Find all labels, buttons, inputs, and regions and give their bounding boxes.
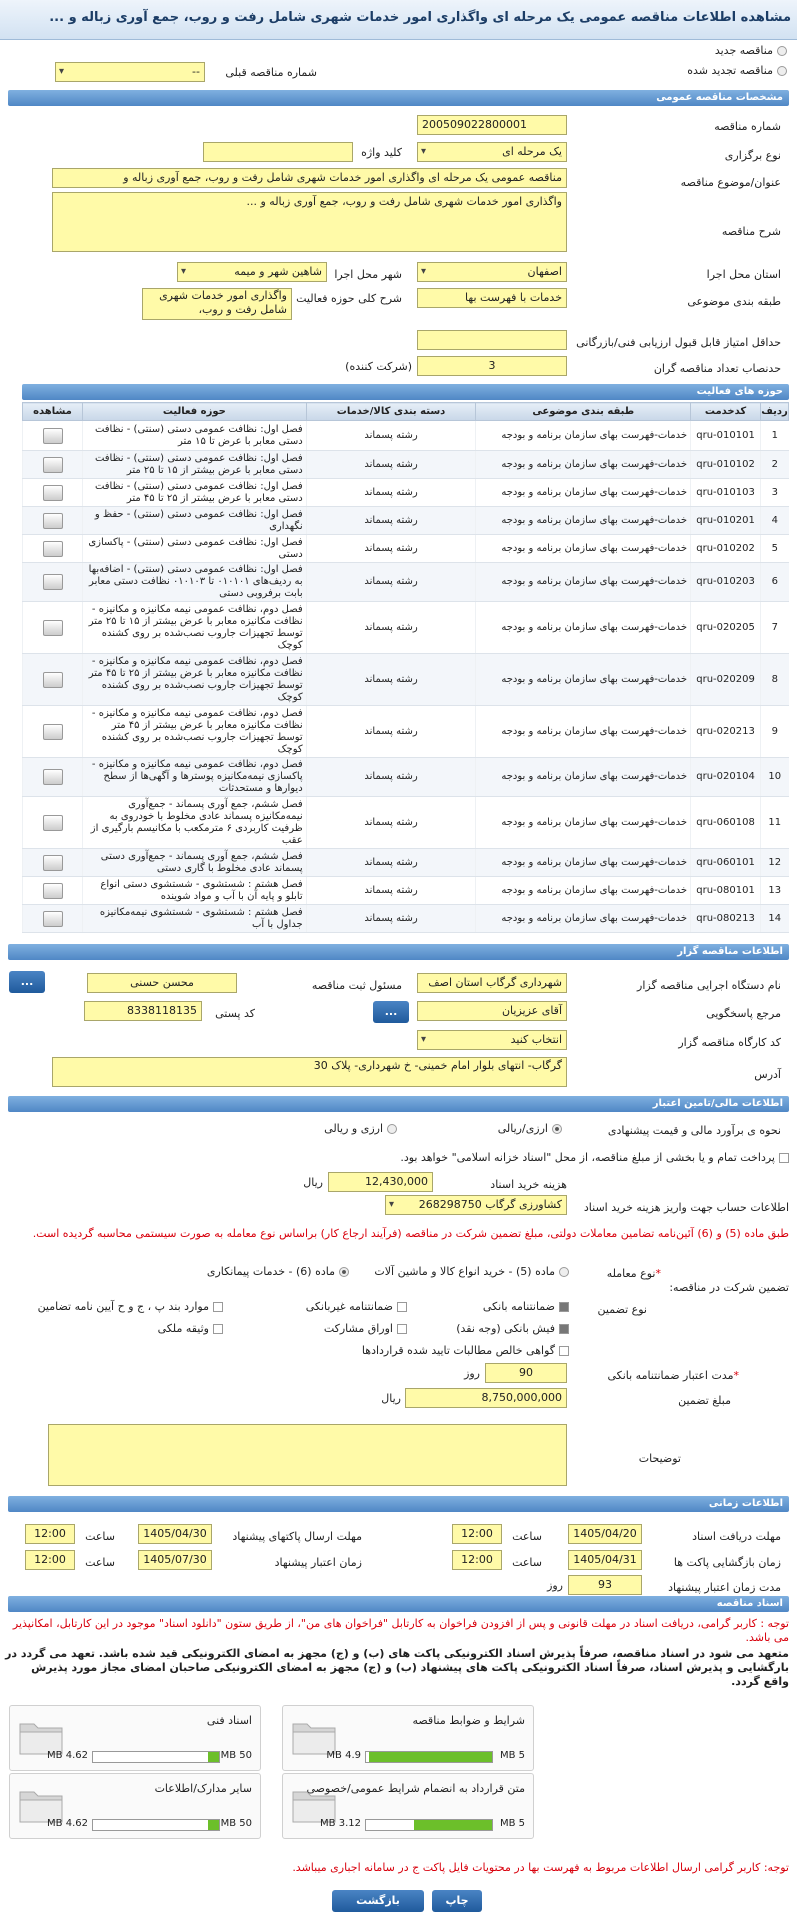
open-time-label: ساعت [512,1556,542,1569]
receive-time-label: ساعت [512,1530,542,1543]
send-time-field: 12:00 [25,1524,75,1544]
row-group: رشته پسماند [306,602,476,654]
ref-label: مرجع پاسخگویی [706,1007,781,1020]
fx-label: ارزی و ریالی [324,1122,383,1135]
row-code: qru-020209 [691,654,761,706]
document-card[interactable] [9,1773,261,1839]
receive-label: مهلت دریافت اسناد [692,1530,781,1543]
treasury-text: پرداخت تمام و یا بخشی از مبلغ مناقصه، از محل "اسناد خزانه اسلامی" خواهد بود. [400,1151,775,1164]
commitment-note: متعهد می شود در اسناد مناقصه، صرفاً پذیرش اسناد الکترونیکی پاکت های (ب) و (ج) مجهز به امضای الکترونیکی قید شده باشد. تعهد می گردد در بارگشایی و پذیرش اسناد، صرفاً اسناد الکترونیکی پاکت های پیشنهاد (ب) و (ج) مجهز به امضای الکترونیکی صاحبان امضای مجاز مورد پذیرش واقع گردد. [5,1647,789,1688]
prev-tender-label: شماره مناقصه قبلی [225,66,317,79]
keyword-label: کلید واژه [361,146,402,159]
workshop-label: کد کارگاه مناقصه گزار [678,1036,781,1049]
row-field: فصل اول: نظافت عمومی دستی (سنتی) - نظافت دستی معابر با عرض تا ۱۵ متر [83,421,307,451]
back-button[interactable]: بازگشت [332,1890,424,1912]
document-title: متن قرارداد به انضمام شرایط عمومی/خصوصی [306,1782,525,1795]
radio-rial[interactable] [498,1122,562,1135]
table-row [23,451,789,479]
row-number: 13 [761,877,789,905]
valid-time-field: 12:00 [25,1550,75,1570]
law-note: طبق ماده (5) و (6) آئین‌نامه تضامین معاملات دولتی، مبلغ تضمین شرکت در مناقصه (فرآیند ارجاع کار) براساس نوع معامله به صورت سیستمی محاسبه گردیده است. [32,1227,789,1240]
row-number: 3 [761,479,789,507]
row-field: فصل دوم، نظافت عمومی نیمه مکانیزه و مکانیزه - نظافت مکانیزه معابر با عرض بیشتر از ۴۵ متر توسط تجهیزات جاروب نصب‌شده بر روی کشنده کوچک [83,706,307,758]
document-usage-bar [365,1819,493,1831]
row-number: 7 [761,602,789,654]
row-view [23,507,83,535]
document-capacity: 50 MB [220,1750,252,1761]
row-number: 9 [761,706,789,758]
address-field: گرگاب- انتهای بلوار امام خمینی- خ شهرداری- پلاک 30 [52,1057,567,1087]
row-field: فصل دوم، نظافت عمومی نیمه مکانیزه و مکانیزه - نظافت مکانیزه معابر با عرض بیشتر از ۱۵ تا ۲۵ متر توسط تجهیزات جاروب نصب‌شده بر روی کشنده کوچک [83,602,307,654]
send-date-field: 1405/04/30 [138,1524,212,1544]
amount-unit: ریال [381,1392,401,1405]
radio-art6[interactable] [207,1265,349,1278]
row-number: 10 [761,758,789,797]
activity-desc-field: واگذاری امور خدمات شهری شامل رفت و روب، [142,288,292,320]
receive-time-field: 12:00 [452,1524,502,1544]
document-usage-bar [365,1751,493,1763]
section-organizer: اطلاعات مناقصه گزار [8,944,789,960]
table-row [23,849,789,877]
radio-fx[interactable] [324,1122,397,1135]
nonbank-label: ضمانتنامه غیربانکی [305,1300,393,1313]
doc-cost-unit: ریال [303,1176,323,1189]
table-row [23,905,789,933]
check-items[interactable] [38,1300,223,1313]
art5-label: ماده (5) - خرید انواع کالا و ماشین آلات [374,1265,555,1278]
section-general: مشخصات مناقصه عمومی [8,90,789,106]
table-row [23,654,789,706]
row-field: فصل اول: نظافت عمومی دستی (سنتی) - نظافت دستی معابر با عرض بیشتر از ۱۵ تا ۲۵ متر [83,451,307,479]
category-field: خدمات با فهرست بها [417,288,567,308]
col-code: کدخدمت [691,403,761,421]
bank-label: ضمانتنامه بانکی [482,1300,555,1313]
max-days-field: 93 [568,1575,642,1595]
row-code: qru-010203 [691,563,761,602]
document-capacity: 5 MB [499,1750,525,1761]
row-view [23,905,83,933]
valid-time-label: ساعت [85,1556,115,1569]
section-documents: اسناد مناقصه [8,1596,789,1612]
check-claims[interactable] [362,1344,569,1357]
row-number: 4 [761,507,789,535]
row-number: 5 [761,535,789,563]
documents-note: توجه : کاربر گرامی، دریافت اسناد در مهلت قانونی و پس از افزودن فراخوان به کارتابل "فراخوان های من"، از طریق ستون "دانلود اسناد" موجود در این کارتابل، امکانپذیر می باشد. [12,1617,789,1644]
tender-type-label: نوع برگزاری [724,149,781,162]
row-category: خدمات-فهرست بهای سازمان برنامه و بودجه [476,563,691,602]
table-row [23,535,789,563]
postal-label: کد پستی [215,1007,255,1020]
document-title: شرایط و ضوابط مناقصه [412,1714,525,1727]
bidders-unit: (شرکت کننده) [345,360,412,373]
row-view [23,602,83,654]
row-category: خدمات-فهرست بهای سازمان برنامه و بودجه [476,849,691,877]
table-row [23,563,789,602]
account-label: اطلاعات حساب جهت واریز هزینه خرید اسناد [583,1201,789,1214]
row-number: 8 [761,654,789,706]
view-icon[interactable] [43,485,63,501]
row-field: فصل دوم، نظافت عمومی نیمه مکانیزه و مکانیزه - نظافت مکانیزه معابر با عرض بیشتر از ۲۵ تا ۴۵ متر توسط تجهیزات جاروب نصب‌شده بر روی کشنده کوچک [83,654,307,706]
bonds-label: اوراق مشارکت [323,1322,393,1335]
org-label: نام دستگاه اجرایی مناقصه گزار [637,979,781,992]
section-activities: حوزه های فعالیت [22,384,789,400]
row-category: خدمات-فهرست بهای سازمان برنامه و بودجه [476,451,691,479]
section-financial: اطلاعات مالی/تامین اعتبار [8,1096,789,1112]
row-group: رشته پسماند [306,849,476,877]
subject-field: مناقصه عمومی یک مرحله ای واگذاری امور خدمات شهری شامل رفت و روب، جمع آوری زباله و [52,168,567,188]
check-bonds[interactable] [324,1322,407,1335]
row-view [23,706,83,758]
row-category: خدمات-فهرست بهای سازمان برنامه و بودجه [476,507,691,535]
document-usage-fill [369,1752,492,1762]
row-group: رشته پسماند [306,706,476,758]
notes-label: توضیحات [638,1452,681,1465]
min-score-label: حداقل امتیاز قابل قبول ارزیابی فنی/بازرگانی [576,336,781,349]
row-field: فصل اول: نظافت عمومی دستی (سنتی) - پاکسازی دستی [83,535,307,563]
receive-date-field: 1405/04/20 [568,1524,642,1544]
row-group: رشته پسماند [306,507,476,535]
min-score-field [417,330,567,350]
row-view [23,421,83,451]
province-select[interactable]: ▾ اصفهان [417,262,567,282]
row-field: فصل اول: نظافت عمومی دستی (سنتی) - نظافت دستی معابر با عرض بیشتر از ۲۵ تا ۴۵ متر [83,479,307,507]
radio-art5[interactable] [374,1265,569,1278]
ref-field: آقای عزیزیان [417,1001,567,1021]
row-number: 1 [761,421,789,451]
view-icon[interactable] [43,855,63,871]
document-usage-fill [208,1752,219,1762]
row-view [23,451,83,479]
row-code: qru-060101 [691,849,761,877]
officer-label: مسئول ثبت مناقصه [311,979,402,992]
ref-select-button[interactable]: ... [373,1001,409,1023]
city-select[interactable]: ▾ شاهین شهر و میمه [177,262,327,282]
row-number: 11 [761,797,789,849]
view-icon[interactable] [43,769,63,785]
row-view [23,535,83,563]
account-select[interactable]: ▾ کشاورزی گرگاب 268298750 [385,1195,567,1215]
view-icon[interactable] [43,724,63,740]
row-view [23,877,83,905]
row-view [23,758,83,797]
officer-field: محسن حسنی [87,973,237,993]
category-label: طبقه بندی موضوعی [687,295,781,308]
row-category: خدمات-فهرست بهای سازمان برنامه و بودجه [476,479,691,507]
activities-table [22,402,789,933]
min-bidders-field: 3 [417,356,567,376]
max-days-unit: روز [547,1579,563,1592]
table-row [23,877,789,905]
col-category: طبقه بندی موضوعی [476,403,691,421]
claims-label: گواهی خالص مطالبات تایید شده قراردادها [361,1344,555,1357]
view-icon[interactable] [43,574,63,590]
activity-desc-label: شرح کلی حوزه فعالیت [296,292,402,305]
row-category: خدمات-فهرست بهای سازمان برنامه و بودجه [476,602,691,654]
row-number: 2 [761,451,789,479]
min-bidders-label: حدنصاب تعداد مناقصه گران [653,362,781,375]
row-group: رشته پسماند [306,451,476,479]
workshop-select[interactable]: ▾ انتخاب کنید [417,1030,567,1050]
check-bank[interactable] [483,1300,569,1313]
page-title: مشاهده اطلاعات مناقصه عمومی یک مرحله ای واگذاری امور خدمات شهری شامل رفت و روب، جمع آوری زباله و ... [0,0,797,40]
officer-select-button[interactable]: ... [9,971,45,993]
valid-label: زمان اعتبار پیشنهاد [274,1556,362,1569]
validity-field: 90 [485,1363,567,1383]
document-capacity: 5 MB [499,1818,525,1829]
section-timing: اطلاعات زمانی [8,1496,789,1512]
view-icon[interactable] [43,815,63,831]
row-field: فصل هشتم : شستشوی - شستشوی نیمه‌مکانیزه جداول با آب [83,905,307,933]
row-group: رشته پسماند [306,479,476,507]
prev-tender-select[interactable]: ▾ -- [55,62,205,82]
open-time-field: 12:00 [452,1550,502,1570]
table-row [23,507,789,535]
document-usage-fill [414,1820,492,1830]
document-title: سایر مدارک/اطلاعات [154,1782,252,1795]
row-category: خدمات-فهرست بهای سازمان برنامه و بودجه [476,797,691,849]
document-used: 3.12 MB [320,1818,361,1829]
check-nonbank[interactable] [306,1300,407,1313]
art6-label: ماده (6) - خدمات پیمانکاری [206,1265,335,1278]
renewed-tender-label: مناقصه تجدید شده [687,64,773,77]
table-row [23,421,789,451]
row-code: qru-020213 [691,706,761,758]
row-category: خدمات-فهرست بهای سازمان برنامه و بودجه [476,421,691,451]
doc-cost-field: 12,430,000 [328,1172,433,1192]
row-code: qru-020205 [691,602,761,654]
valid-date-field: 1405/07/30 [138,1550,212,1570]
items-label: موارد بند پ ، ج و ح آیین نامه تضامین [37,1300,209,1313]
row-field: فصل اول: نظافت عمومی دستی (سنتی) - حفظ و نگهداری [83,507,307,535]
row-group: رشته پسماند [306,758,476,797]
row-view [23,797,83,849]
row-field: فصل ششم، جمع آوری پسماند - جمع‌آوری نیمه‌مکانیزه پسماند عادی مخلوط با خودروی به ظرفیت کاربردی ۶ مترمکعب با مکانیسم بارگیری از عقب [83,797,307,849]
col-row: ردیف [761,403,789,421]
row-category: خدمات-فهرست بهای سازمان برنامه و بودجه [476,706,691,758]
view-icon[interactable] [43,541,63,557]
row-code: qru-010202 [691,535,761,563]
amount-label: مبلغ تضمین [678,1394,731,1407]
row-group: رشته پسماند [306,877,476,905]
radio-renewed-tender[interactable] [687,64,787,77]
city-label: شهر محل اجرا [334,268,402,281]
document-usage-fill [208,1820,219,1830]
postal-field: 8338118135 [84,1001,202,1021]
keyword-field[interactable] [203,142,353,162]
table-row [23,479,789,507]
row-view [23,563,83,602]
row-view [23,654,83,706]
validity-label: *مدت اعتبار ضمانتنامه بانکی [607,1369,739,1382]
view-icon[interactable] [43,672,63,688]
send-time-label: ساعت [85,1530,115,1543]
view-icon[interactable] [43,428,63,444]
row-group: رشته پسماند [306,905,476,933]
validity-text: مدت اعتبار ضمانتنامه بانکی [607,1369,734,1382]
check-property[interactable] [158,1322,223,1335]
notes-field [48,1424,567,1486]
document-card[interactable] [282,1705,534,1771]
row-code: qru-080101 [691,877,761,905]
row-category: خدمات-فهرست بهای سازمان برنامه و بودجه [476,877,691,905]
row-code: qru-020104 [691,758,761,797]
deal-type-label: *نوع معامله [606,1267,661,1280]
row-group: رشته پسماند [306,563,476,602]
validity-unit: روز [464,1367,480,1380]
row-group: رشته پسماند [306,797,476,849]
row-category: خدمات-فهرست بهای سازمان برنامه و بودجه [476,535,691,563]
row-code: qru-010103 [691,479,761,507]
radio-new-tender[interactable] [715,44,787,57]
document-used: 4.9 MB [326,1750,361,1761]
document-used: 4.62 MB [47,1818,88,1829]
row-view [23,849,83,877]
new-tender-label: مناقصه جدید [714,44,773,57]
table-row [23,797,789,849]
guarantee-type-label: نوع تضمین [597,1303,647,1316]
subject-label: عنوان/موضوع مناقصه [680,176,781,189]
guarantee-label: تضمین شرکت در مناقصه: [669,1281,789,1294]
col-group: دسته بندی کالا/خدمات [306,403,476,421]
document-used: 4.62 MB [47,1750,88,1761]
view-icon[interactable] [43,883,63,899]
row-code: qru-010101 [691,421,761,451]
address-label: آدرس [754,1068,781,1081]
row-number: 6 [761,563,789,602]
view-icon[interactable] [43,457,63,473]
view-icon[interactable] [43,513,63,529]
row-field: فصل ششم، جمع آوری پسماند - جمع‌آوری دستی پسماند عادی مخلوط با گاری دستی [83,849,307,877]
row-category: خدمات-فهرست بهای سازمان برنامه و بودجه [476,905,691,933]
document-usage-bar [92,1819,220,1831]
province-label: استان محل اجرا [706,268,781,281]
price-list-note: توجه: کاربر گرامی ارسال اطلاعات مربوط به فهرست بها در محتویات فایل پاکت ج در سامانه اجباری میباشد. [292,1861,789,1874]
tender-number-label: شماره مناقصه [714,120,781,133]
document-card[interactable] [282,1773,534,1839]
table-row [23,758,789,797]
description-label: شرح مناقصه [721,225,781,238]
amount-field: 8,750,000,000 [405,1388,567,1408]
row-field: فصل اول: نظافت عمومی دستی (سنتی) - اضافه‌بها به ردیف‌های ۰۱۰۱۰۱ تا ۰۱۰۱۰۳ نظافت دستی معابر بابت برفروبی دستی [83,563,307,602]
document-card[interactable] [9,1705,261,1771]
row-number: 14 [761,905,789,933]
row-code: qru-080213 [691,905,761,933]
doc-cost-label: هزینه خرید اسناد [490,1178,567,1191]
view-icon[interactable] [43,911,63,927]
deal-type-text: نوع معامله [606,1267,656,1280]
table-row [23,706,789,758]
row-field: فصل دوم، نظافت عمومی نیمه مکانیزه و مکانیزه - پاکسازی نیمه‌مکانیزه پوسترها و آگهی‌ها از سطح دیوارها و مستحدثات [83,758,307,797]
col-view: مشاهده [23,403,83,421]
view-icon[interactable] [43,620,63,636]
row-category: خدمات-فهرست بهای سازمان برنامه و بودجه [476,654,691,706]
row-group: رشته پسماند [306,654,476,706]
document-title: اسناد فنی [206,1714,252,1727]
treasury-checkbox[interactable] [400,1151,789,1164]
row-category: خدمات-فهرست بهای سازمان برنامه و بودجه [476,758,691,797]
tender-type-select[interactable]: ▾ یک مرحله ای [417,142,567,162]
description-field: واگذاری امور خدمات شهری شامل رفت و روب، جمع آوری زباله و ... [52,192,567,252]
check-cash[interactable] [456,1322,569,1335]
row-group: رشته پسماند [306,535,476,563]
rial-label: ارزی/ریالی [497,1122,548,1135]
row-code: qru-060108 [691,797,761,849]
max-label: مدت زمان اعتبار پیشنهاد [668,1581,781,1594]
row-group: رشته پسماند [306,421,476,451]
document-capacity: 50 MB [220,1818,252,1829]
row-view [23,479,83,507]
table-row [23,602,789,654]
row-field: فصل هشتم : شستشوی - شستشوی دستی انواع تابلو و پایه آن با آب و مواد شوینده [83,877,307,905]
document-usage-bar [92,1751,220,1763]
open-date-field: 1405/04/31 [568,1550,642,1570]
row-code: qru-010201 [691,507,761,535]
row-number: 12 [761,849,789,877]
row-code: qru-010102 [691,451,761,479]
print-button[interactable]: چاپ [432,1890,482,1912]
org-field: شهرداری گرگاب استان اصف [417,973,567,993]
property-label: وثیقه ملکی [157,1322,209,1335]
cash-label: فیش بانکی (وجه نقد) [456,1322,555,1335]
col-field: حوزه فعالیت [83,403,307,421]
pricing-label: نحوه ی برآورد مالی و قیمت پیشنهادی [607,1124,781,1137]
send-label: مهلت ارسال پاکتهای پیشنهاد [232,1530,362,1543]
open-label: زمان بازگشایی پاکت ها [673,1556,781,1569]
tender-number-field: 200509022800001 [417,115,567,135]
